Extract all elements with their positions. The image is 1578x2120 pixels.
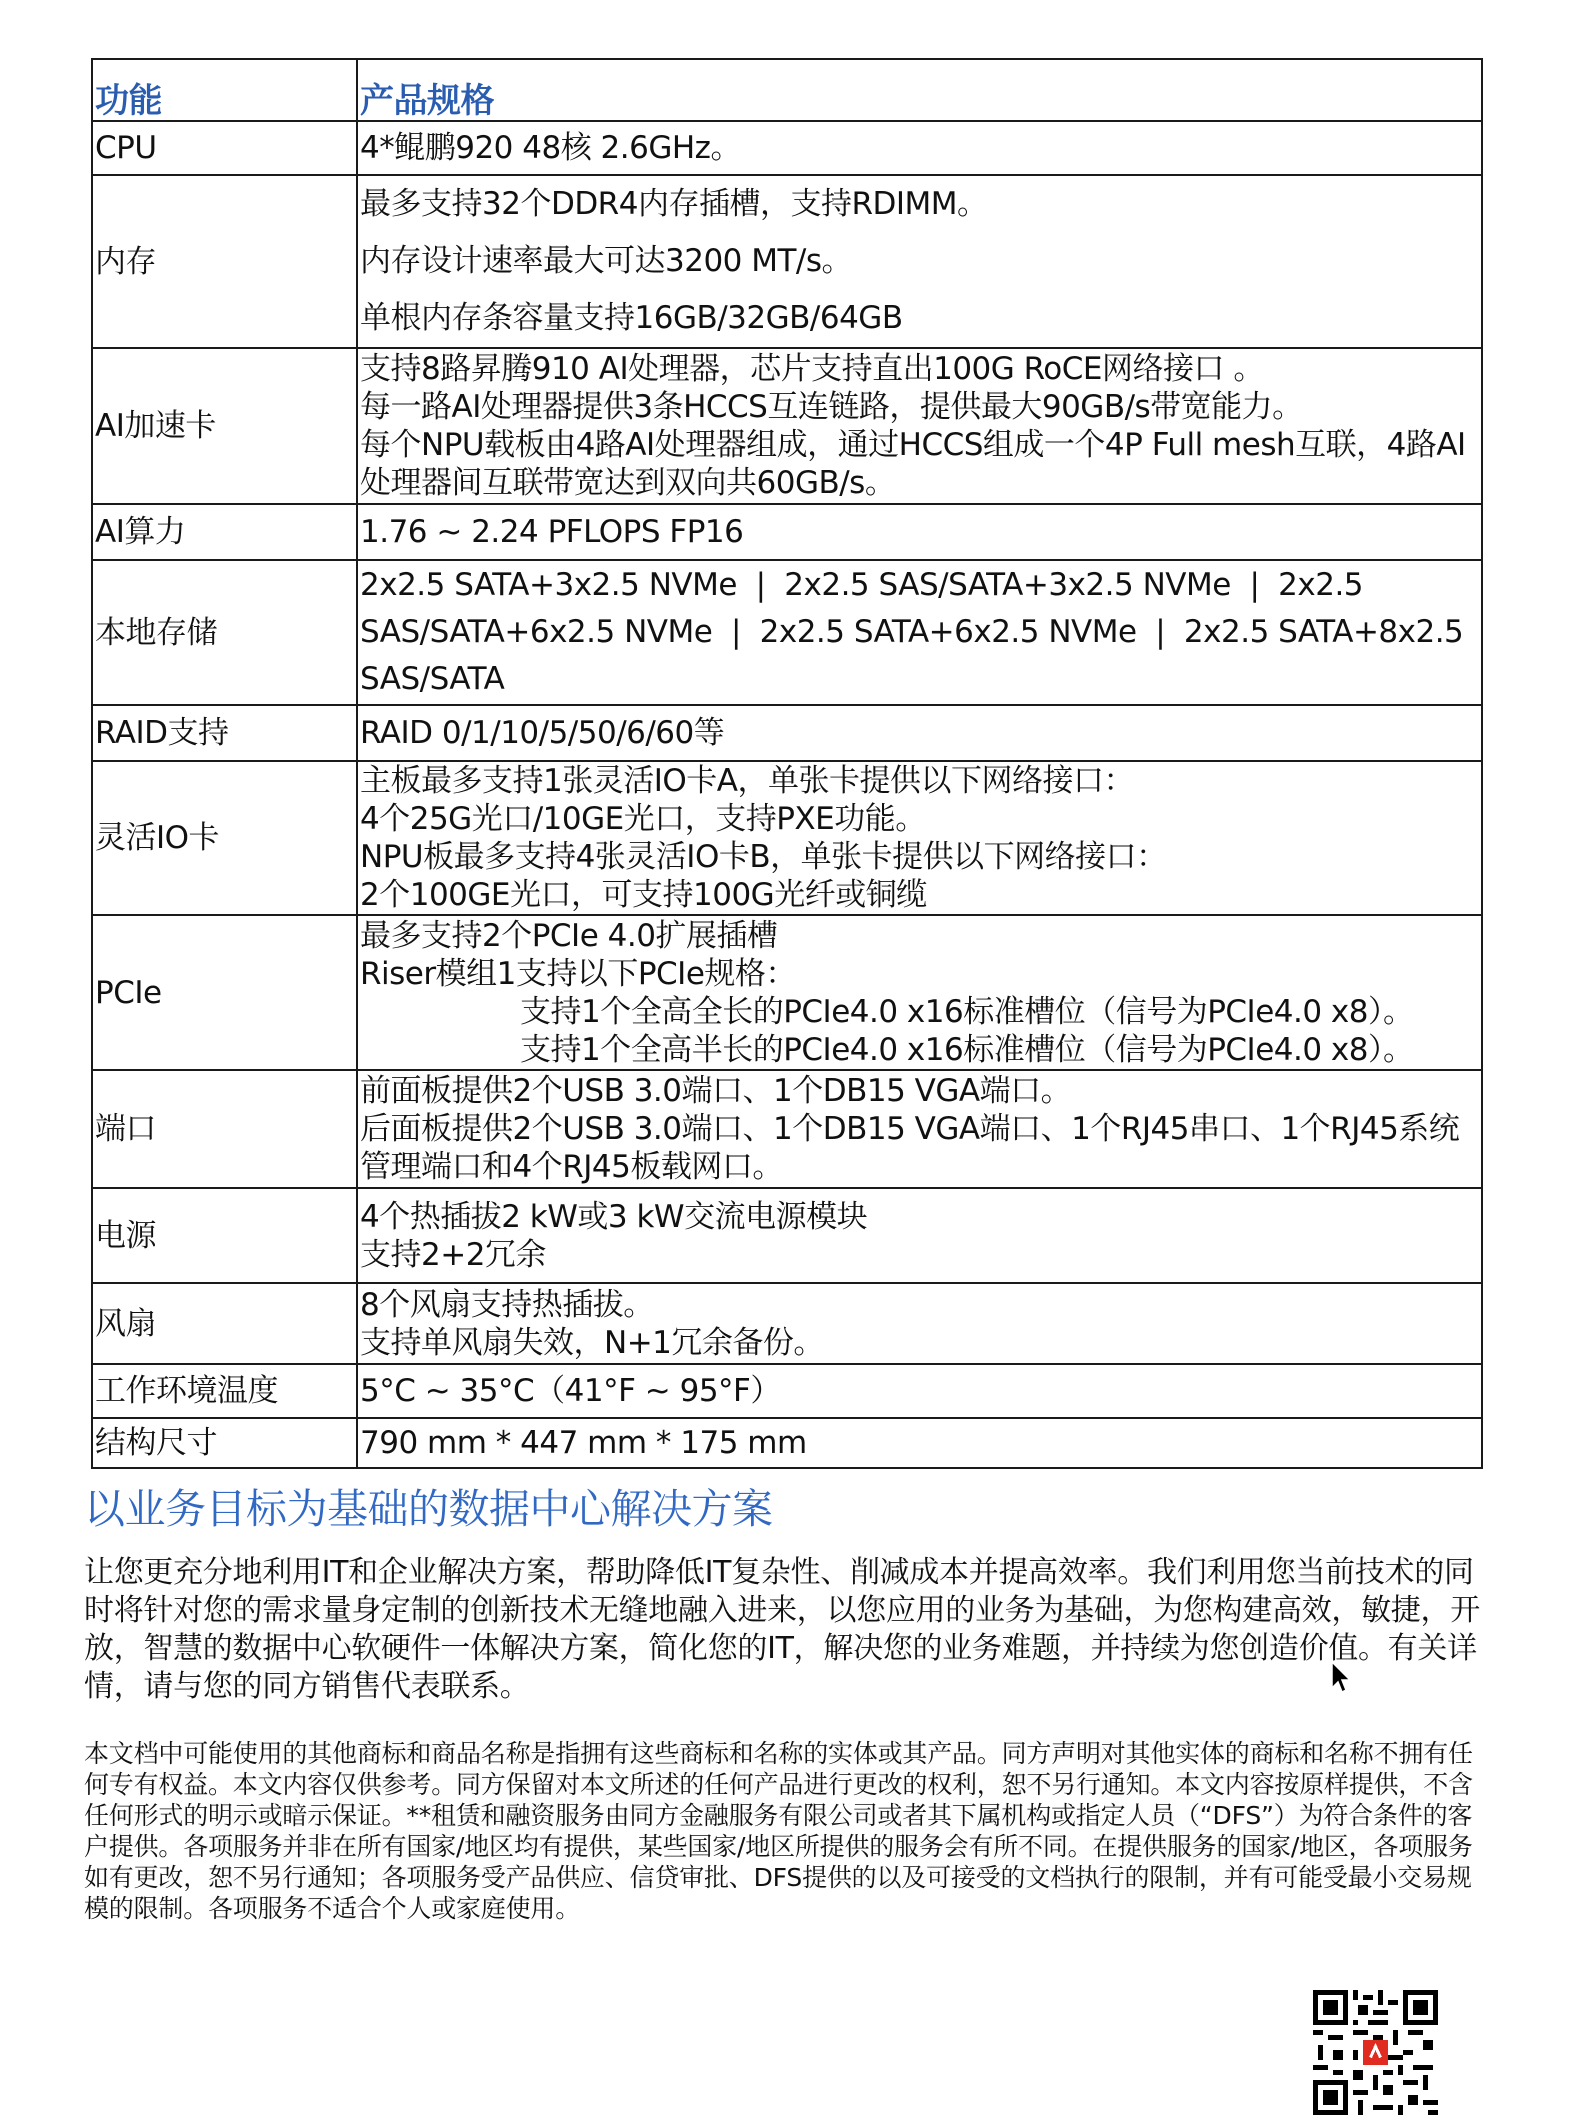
spec-line: 每个NPU载板由4路AI处理器组成，通过HCCS组成一个4P Full mesh互联，4路AI处理器间互联带宽达到双向共60GB/s。 [360,427,1466,501]
table-row-fan [92,1283,1482,1364]
row-value [357,121,1482,175]
spec-line: 8个风扇支持热插拔。 [360,1286,654,1323]
header-spec: 产品规格 [357,59,1482,121]
row-value [357,560,1482,705]
spec-line: 2x2.5 SATA+3x2.5 NVMe | 2x2.5 SAS/SATA+3x2.5 NVMe | 2x2.5 SAS/SATA+6x2.5 NVMe | 2x2.5 SATA+6x2.5 NVMe | 2x2.5 SATA+8x2.5 SAS/SATA [360,567,1473,697]
row-value [357,175,1482,348]
row-value [357,504,1482,560]
row-key: 结构尺寸 [92,1418,357,1468]
spec-line: 支持1个全高半长的PCIe4.0 x16标准槽位（信号为PCIe4.0 x8）。 [520,1031,1414,1068]
table-row-temperature [92,1364,1482,1418]
spec-line: 4*鲲鹏920 48核 2.6GHz。 [360,130,741,166]
row-value [357,1188,1482,1283]
spec-line: NPU板最多支持4张灵活IO卡B，单张卡提供以下网络接口： [360,839,1167,875]
spec-line: 前面板提供2个USB 3.0端口、1个DB15 VGA端口。 [360,1073,1072,1109]
row-value [357,705,1482,761]
table-row-flex-io [92,761,1482,915]
mouse-cursor-icon [1330,1660,1352,1694]
spec-line: 后面板提供2个USB 3.0端口、1个DB15 VGA端口、1个RJ45串口、1个RJ45系统管理端口和4个RJ45板载网口。 [360,1111,1460,1185]
spec-line: 2个100GE光口，可支持100G光纤或铜缆 [360,877,927,913]
row-value [357,915,1482,1070]
row-key: 内存 [92,175,357,348]
table-row-ports [92,1070,1482,1188]
spec-line: 内存设计速率最大可达3200 MT/s。 [360,243,853,279]
spec-line: 4个25G光口/10GE光口，支持PXE功能。 [360,801,926,837]
row-key: 端口 [92,1070,357,1188]
spec-line: 1.76 ~ 2.24 PFLOPS FP16 [360,514,744,550]
row-key: 风扇 [92,1283,357,1364]
spec-line: RAID 0/1/10/5/50/6/60等 [360,715,725,751]
row-key: AI加速卡 [92,348,357,504]
spec-line: Riser模组1支持以下PCIe规格： [360,955,796,992]
table-row-raid [92,705,1482,761]
table-header-row [92,59,1482,121]
table-row-cpu [92,121,1482,175]
table-row-dimensions [92,1418,1482,1468]
spec-line: 5°C ~ 35°C（41°F ~ 95°F） [360,1373,781,1409]
header-feature: 功能 [92,59,357,121]
row-value [357,1283,1482,1364]
row-key: CPU [92,121,357,175]
row-value [357,1418,1482,1468]
intro-paragraph: 让您更充分地利用IT和企业解决方案，帮助降低IT复杂性、削减成本并提高效率。我们利用您当前技术的同时将针对您的需求量身定制的创新技术无缝地融入进来，以您应用的业务为基础，为您构建高效，敏捷，开放，智慧的数据中心软硬件一体解决方案，简化您的IT，解决您的业务难题，并持续为您创造价值。有关详情，请与您的同方销售代表联系。 [84,1555,1480,1704]
table-row-ai-accelerator [92,348,1482,504]
spec-line: 4个热插拔2 kW或3 kW交流电源模块 [360,1198,868,1235]
spec-table [91,58,1483,1469]
spec-line: 最多支持32个DDR4内存插槽，支持RDIMM。 [360,186,988,222]
spec-line: 主板最多支持1张灵活IO卡A，单张卡提供以下网络接口： [360,763,1134,799]
spec-line: 每一路AI处理器提供3条HCCS互连链路，提供最大90GB/s带宽能力。 [360,389,1303,425]
spec-line: 支持单风扇失效，N+1冗余备份。 [360,1324,824,1361]
spec-line: 支持1个全高全长的PCIe4.0 x16标准槽位（信号为PCIe4.0 x8）。 [520,993,1414,1030]
row-key: AI算力 [92,504,357,560]
row-value [357,761,1482,915]
table-row-pcie [92,915,1482,1070]
row-key: RAID支持 [92,705,357,761]
table-row-local-storage [92,560,1482,705]
disclaimer-paragraph: 本文档中可能使用的其他商标和商品名称是指拥有这些商标和名称的实体或其产品。同方声明对其他实体的商标和名称不拥有任何专有权益。本文内容仅供参考。同方保留对本文所述的任何产品进行更改的权利，恕不另行通知。本文内容按原样提供，不含任何形式的明示或暗示保证。**租赁和融资服务由同方金融服务有限公司或者其下属机构或指定人员（“DFS”）为符合条件的客户提供。各项服务并非在所有国家/地区均有提供，某些国家/地区所提供的服务会有所不同。在提供服务的国家/地区，各项服务如有更改，恕不另行通知；各项服务受产品供应、信贷审批、DFS提供的以及可接受的文档执行的限制，并有可能受最小交易规模的限制。各项服务不适合个人或家庭使用。 [84,1739,1473,1923]
row-value [357,1070,1482,1188]
table-row-ai-compute [92,504,1482,560]
spec-line: 790 mm * 447 mm * 175 mm [360,1425,807,1461]
spec-line: 支持8路昇腾910 AI处理器，芯片支持直出100G RoCE网络接口 。 [360,351,1264,387]
row-value [357,1364,1482,1418]
section-heading: 以业务目标为基础的数据中心解决方案 [84,1485,773,1533]
row-key: 灵活IO卡 [92,761,357,915]
table-row-power [92,1188,1482,1283]
spec-line: 最多支持2个PCIe 4.0扩展插槽 [360,917,778,954]
row-key: 工作环境温度 [92,1364,357,1418]
row-value [357,348,1482,504]
spec-line: 单根内存条容量支持16GB/32GB/64GB [360,300,903,336]
table-row-memory [92,175,1482,348]
qr-code-icon [1313,1990,1438,2115]
row-key: 本地存储 [92,560,357,705]
row-key: 电源 [92,1188,357,1283]
spec-line: 支持2+2冗余 [360,1236,546,1273]
row-key: PCIe [92,915,357,1070]
